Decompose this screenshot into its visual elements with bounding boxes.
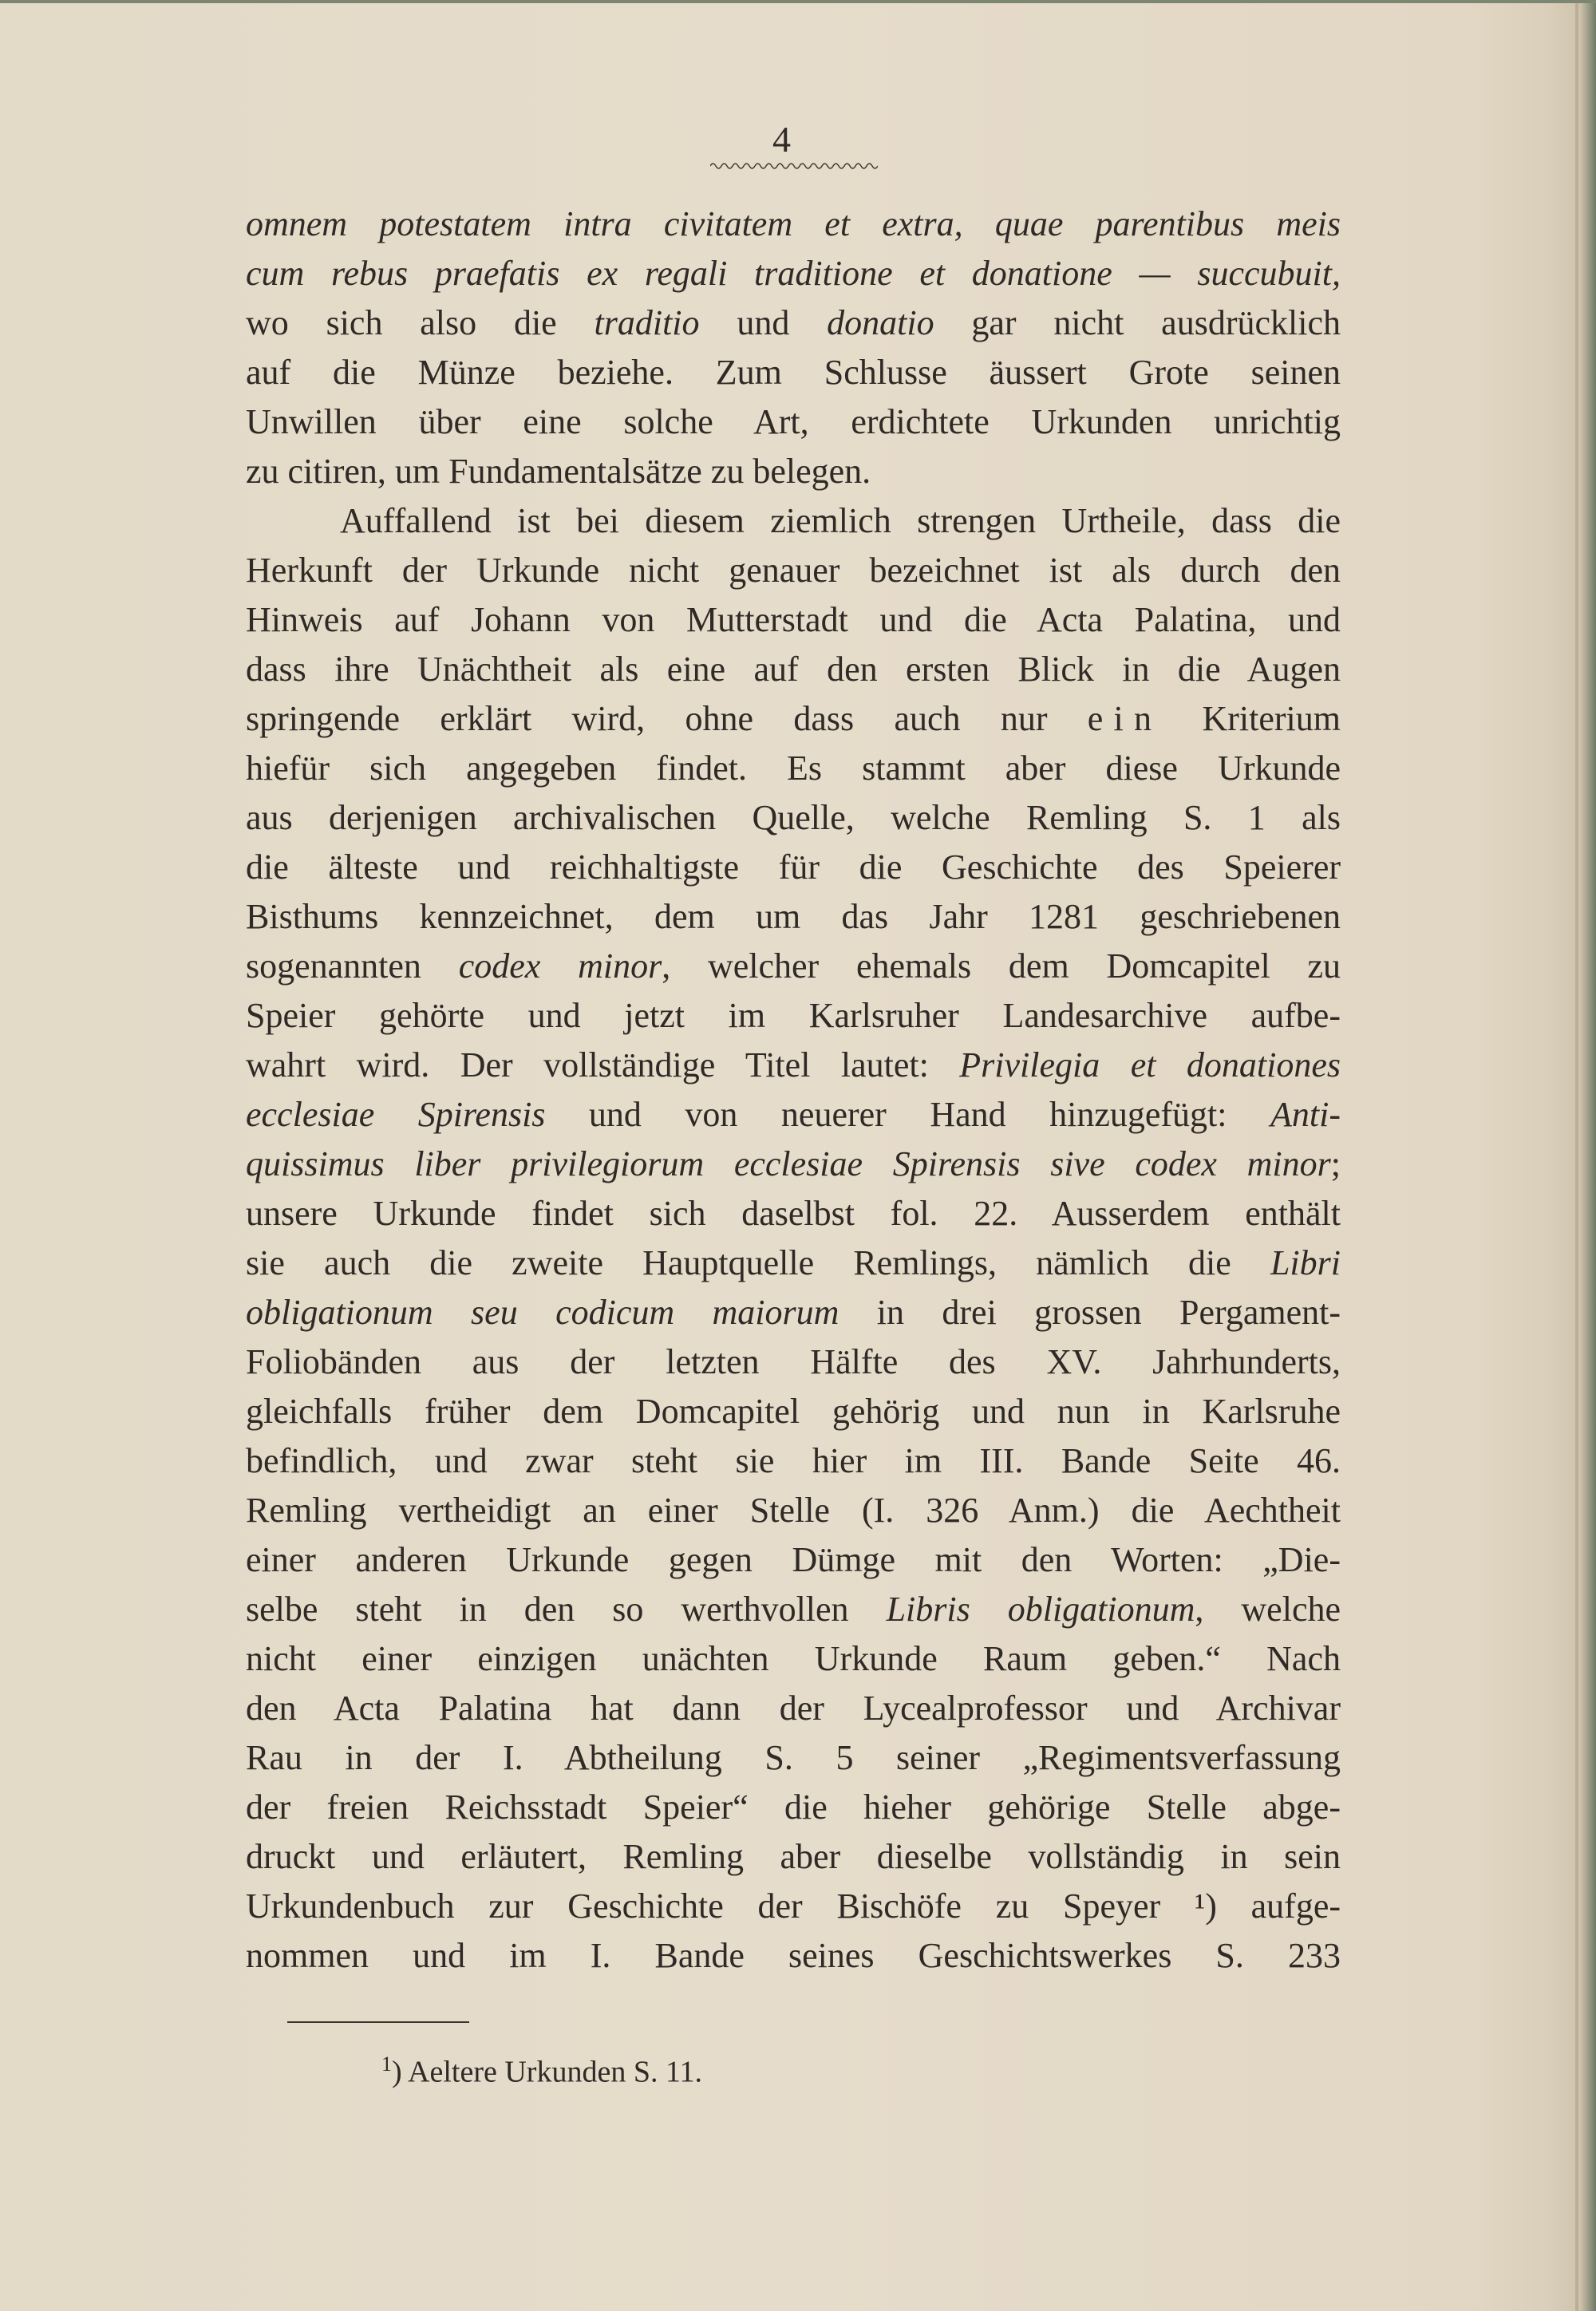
- text-line: [246, 1684, 1341, 1733]
- page-top-edge: [0, 0, 1596, 3]
- page-fold: [1575, 0, 1578, 2311]
- text-line: [246, 1041, 1341, 1090]
- text-line: [246, 892, 1341, 942]
- text-line: [246, 991, 1341, 1041]
- text-line: [246, 397, 1341, 447]
- text-segment: gleichfalls früher dem Domcapitel gehörig und nun in Karlsruhe: [246, 1392, 1341, 1431]
- text-segment: Bisthums kennzeichnet, dem um das Jahr 1281 geschriebenen: [246, 897, 1341, 936]
- italic-text: Libris obligationum: [886, 1590, 1195, 1629]
- italic-text: donatio: [827, 303, 934, 342]
- text-segment: Foliobänden aus der letzten Hälfte des XV. Jahrhunderts,: [246, 1342, 1341, 1381]
- italic-text: ecclesiae Spirensis: [246, 1095, 546, 1134]
- text-line: [246, 595, 1341, 645]
- text-line: [246, 1783, 1341, 1832]
- text-line: [246, 1733, 1341, 1783]
- text-line: [246, 199, 1341, 249]
- italic-text: codex minor: [458, 946, 662, 986]
- wavy-ornament: [710, 160, 878, 169]
- text-segment: Hinweis auf Johann von Mutterstadt und die Acta Palatina, und: [246, 600, 1341, 639]
- text-segment: ein: [1087, 699, 1163, 738]
- text-line: [246, 1238, 1341, 1288]
- text-line: [246, 1931, 1341, 1981]
- text-segment: Kriterium: [1162, 699, 1341, 738]
- text-segment: , welche: [1195, 1590, 1341, 1629]
- text-segment: gar nicht ausdrücklich: [934, 303, 1341, 342]
- text-line: [246, 1882, 1341, 1931]
- text-line: [246, 942, 1341, 991]
- text-line: [246, 1585, 1341, 1634]
- text-segment: der freien Reichsstadt Speier“ die hieher gehörige Stelle abge-: [246, 1788, 1341, 1827]
- italic-text: quissimus liber privilegiorum ecclesiae Spirensis sive codex minor: [246, 1144, 1331, 1183]
- text-segment: auf die Münze beziehe. Zum Schlusse äussert Grote seinen: [246, 353, 1341, 392]
- text-line: [246, 843, 1341, 892]
- italic-text: Libri: [1270, 1243, 1341, 1282]
- text-line: [246, 1140, 1341, 1189]
- text-segment: den Acta Palatina hat dann der Lycealprofessor und Archivar: [246, 1689, 1341, 1728]
- text-segment: selbe steht in den so werthvollen: [246, 1590, 887, 1629]
- text-segment: Rau in der I. Abtheilung S. 5 seiner „Regimentsverfassung: [246, 1738, 1341, 1777]
- text-line: [246, 249, 1341, 298]
- text-line: [246, 1832, 1341, 1882]
- text-line: [246, 1387, 1341, 1436]
- text-segment: Speier gehörte und jetzt im Karlsruher Landesarchive aufbe-: [246, 996, 1341, 1035]
- text-segment: Unwillen über eine solche Art, erdichtete Urkunden unrichtig: [246, 402, 1341, 441]
- text-segment: nicht einer einzigen unächten Urkunde Raum geben.“ Nach: [246, 1639, 1341, 1678]
- text-segment: dass ihre Unächtheit als eine auf den ersten Blick in die Augen: [246, 650, 1341, 689]
- text-segment: aus derjenigen archivalischen Quelle, welche Remling S. 1 als: [246, 798, 1341, 837]
- text-segment: wahrt wird. Der vollständige Titel lautet:: [246, 1045, 960, 1084]
- text-line: [246, 694, 1341, 744]
- text-segment: sogenannten: [246, 946, 459, 986]
- text-segment: die älteste und reichhaltigste für die Geschichte des Speierer: [246, 847, 1341, 887]
- text-line: [246, 447, 1341, 496]
- footnote: [381, 2044, 702, 2092]
- text-segment: einer anderen Urkunde gegen Dümge mit den Worten: „Die-: [246, 1540, 1341, 1579]
- text-segment: hiefür sich angegeben findet. Es stammt aber diese Urkunde: [246, 749, 1341, 788]
- footnote-marker: 1: [381, 2052, 392, 2076]
- text-segment: , welcher ehemals dem Domcapitel zu: [662, 946, 1341, 986]
- text-segment: Auffallend ist bei diesem ziemlich strengen Urtheile, dass die: [340, 501, 1341, 540]
- text-line: [246, 793, 1341, 843]
- text-segment: Urkundenbuch zur Geschichte der Bischöfe zu Speyer ¹) aufge-: [246, 1886, 1341, 1926]
- text-segment: befindlich, und zwar steht sie hier im III. Bande Seite 46.: [246, 1441, 1341, 1480]
- text-line: [246, 645, 1341, 694]
- text-segment: sie auch die zweite Hauptquelle Remlings, nämlich die: [246, 1243, 1270, 1282]
- text-segment: in drei grossen Pergament-: [839, 1293, 1341, 1332]
- text-line: [246, 348, 1341, 397]
- italic-text: omnem potestatem intra civitatem et extra, quae parentibus meis: [246, 204, 1341, 243]
- text-line: [246, 1436, 1341, 1486]
- text-segment: springende erklärt wird, ohne dass auch nur: [246, 699, 1088, 738]
- text-line: [246, 1288, 1341, 1337]
- page-number: 4: [772, 119, 791, 160]
- text-segment: Remling vertheidigt an einer Stelle (I. 326 Anm.) die Aechtheit: [246, 1491, 1341, 1530]
- text-segment: unsere Urkunde findet sich daselbst fol. 22. Ausserdem enthält: [246, 1194, 1341, 1233]
- body-text: [246, 199, 1341, 1981]
- text-segment: zu citiren, um Fundamentalsätze zu belegen.: [246, 452, 871, 491]
- text-segment: wo sich also die: [246, 303, 595, 342]
- text-line: [246, 496, 1341, 546]
- text-line: [246, 546, 1341, 595]
- italic-text: Anti-: [1270, 1095, 1341, 1134]
- text-line: [246, 744, 1341, 793]
- text-line: [246, 1486, 1341, 1535]
- italic-text: cum rebus praefatis ex regali traditione et donatione — succubuit,: [246, 254, 1341, 293]
- text-segment: und: [699, 303, 828, 342]
- text-line: [246, 1535, 1341, 1585]
- text-line: [246, 1337, 1341, 1387]
- text-segment: Herkunft der Urkunde nicht genauer bezeichnet ist als durch den: [246, 551, 1341, 590]
- text-segment: druckt und erläutert, Remling aber dieselbe vollständig in sein: [246, 1837, 1341, 1876]
- italic-text: obligationum seu codicum maiorum: [246, 1293, 839, 1332]
- text-segment: ;: [1330, 1144, 1341, 1183]
- footnote-text: ) Aeltere Urkunden S. 11.: [392, 2055, 703, 2089]
- text-line: [246, 298, 1341, 348]
- text-line: [246, 1189, 1341, 1238]
- text-segment: und von neuerer Hand hinzugefügt:: [545, 1095, 1271, 1134]
- footnote-rule: [287, 2021, 469, 2023]
- italic-text: traditio: [594, 303, 700, 342]
- italic-text: Privilegia et donationes: [959, 1045, 1341, 1084]
- text-line: [246, 1090, 1341, 1140]
- text-segment: nommen und im I. Bande seines Geschichtswerkes S. 233: [246, 1936, 1341, 1975]
- text-line: [246, 1634, 1341, 1684]
